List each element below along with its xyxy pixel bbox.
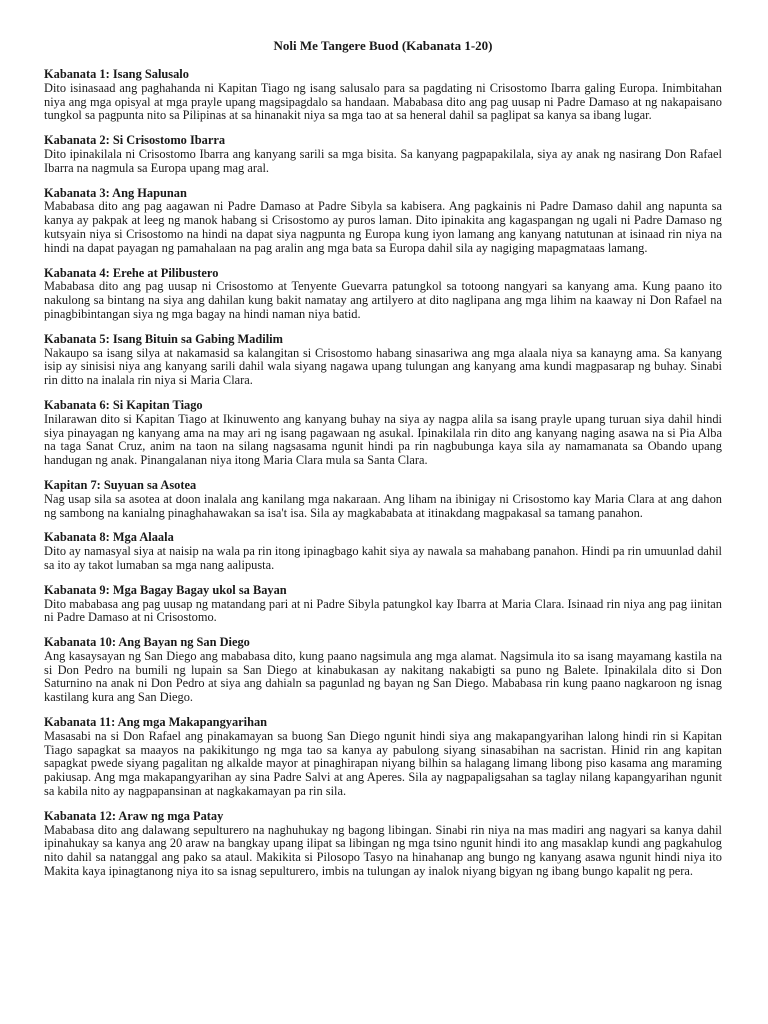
chapter-heading: Kabanata 3: Ang Hapunan	[44, 185, 187, 200]
chapter-summary: Nag usap sila sa asotea at doon inalala ang kanilang mga nakaraan. Ang liham na ibinigay ni Crisostomo kay Maria Clara at ang dahon ng sambong na kanialng pinaghahawakan sa isa't isa. Sila ay magkababata at itinakdang magpakasal sa tamang panahon.	[44, 491, 722, 520]
chapter-section	[44, 716, 722, 799]
chapter-section	[44, 636, 722, 705]
chapter-heading: Kabanata 9: Mga Bagay Bagay ukol sa Bayan	[44, 582, 287, 597]
chapter-heading: Kabanata 10: Ang Bayan ng San Diego	[44, 635, 250, 650]
chapter-summary: Masasabi na si Don Rafael ang pinakamayan sa buong San Diego ngunit hindi siya ang makapangyarihan lalong hindi rin si Kapitan Tiago sapagkat sa maayos na pakikitungo ng mga tao sa kanya ay pabulong siyang sinasabihan na sacristan. Hinid rin ang kapitan sapagkat pwede siyang pagalitan ng alkalde mayor at pinaghirapan niyang bilhin sa halagang limang libong piso kasama ang maraming pakiusap. Ang mga makapangyarihan ay sina Padre Salvi at ang Aperes. Sila ay nagpapaligsahan sa taglay nilang kapangyarihan ngunit sa kabila nito ay nagpapansinan at nagkakamayan pa rin sila.	[44, 728, 722, 799]
chapter-summary: Ang kasaysayan ng San Diego ang mababasa dito, kung paano nagsimula ang mga alamat. Nagsimula ito sa isang mayamang kastila na si Don Pedro na bumili ng lupain sa San Diego at kinabukasan ay nakitang nakabigti sa puno ng Balete. Ipinakilala dito si Don Saturnino na anak ni Don Pedro at siya ang dahialn sa pagunlad ng bayan ng San Diego. Mababasa rin kung paano nagkaroon ng isnag kastilang kura ang San Diego.	[44, 648, 722, 705]
chapter-section	[44, 531, 722, 572]
chapter-section	[44, 68, 722, 123]
chapter-section	[44, 187, 722, 256]
chapter-heading: Kabanata 4: Erehe at Pilibustero	[44, 265, 219, 280]
chapter-summary: Inilarawan dito si Kapitan Tiago at Ikinuwento ang kanyang buhay na siya ay nagpa alila sa isang prayle upang turuan siya dahil hindi siya pinayagan ng kanyang ama na may ari ng isang pagawaan ng asukal. Ipinakilala rin dito ang kanyang naging asawa na si Pia Alba na taga Sanat Cruz, anim na taon na silang nagsasama ngunit hindi pa rin nagbubunga kaya sila ay namamanata sa Obando upang handugan ng anak. Pinangalanan niya itong Maria Clara mula sa Santa Clara.	[44, 411, 722, 468]
chapter-heading: Kabanata 11: Ang mga Makapangyarihan	[44, 715, 268, 730]
chapter-summary: Mababasa dito ang pag aagawan ni Padre Damaso at Padre Sibyla sa kabisera. Ang pagkainis ni Padre Damaso dahil ang napunta sa kanya ay pakpak at leeg ng manok habang si Crisostomo ay puros laman. Dito ipinakita ang kagaspangan ng ugali ni Padre Damaso ng kutsyain niya si Crisostomo na hindi na dapat siya nagpunta ng Europa kung iyon lamang ang kanyang natutunan at isinaad rin niya na hindi na dapat payagan ng pamahalaan na pag aralin ang mga bata sa Europa dahil sila ay nagiging mapagmataas lamang.	[44, 199, 722, 255]
document-page	[44, 38, 722, 890]
chapter-summary: Nakaupo sa isang silya at nakamasid sa kalangitan si Crisostomo habang sinasariwa ang mga alaala niya sa kanayng ama. Sa kanyang isip ay sinisisi niya ang kanyang sarili dahil wala siyang nagawa upang tulungan ang kanyang ama kundi magpasarap ng buhay. Sinabi rin ditto na inalala rin niya si Maria Clara.	[44, 345, 722, 388]
chapter-summary: Mababasa dito ang pag uusap ni Crisostomo at Tenyente Guevarra patungkol sa totoong nangyari sa kanyang ama. Kung paano ito nakulong sa bintang na siya ang dahilan kung bakit namatay ang artilyero at dito naglipana ang mga lihim na kaaway ni Don Rafael na pinagbibintangan siya ng mga bagay na hindi naman niya batid.	[44, 279, 722, 321]
chapter-section	[44, 134, 722, 175]
chapter-section	[44, 479, 722, 520]
chapter-heading: Kabanata 5: Isang Bituin sa Gabing Madilim	[44, 331, 283, 346]
chapter-section	[44, 810, 722, 879]
chapter-summary: Dito ay namasyal siya at naisip na wala pa rin itong ipinagbago kahit siya ay nawala sa mahabang panahon. Hindi pa rin umuunlad dahil sa ito ay takot lumaban sa mga nang aalipusta.	[44, 544, 722, 572]
chapter-heading: Kabanata 1: Isang Salusalo	[44, 67, 189, 81]
chapter-heading: Kabanata 2: Si Crisostomo Ibarra	[44, 133, 226, 148]
chapter-section	[44, 333, 722, 388]
chapter-heading: Kabanata 12: Araw ng mga Patay	[44, 808, 224, 823]
chapter-heading: Kabanata 6: Si Kapitan Tiago	[44, 397, 203, 412]
chapter-summary: Mababasa dito ang dalawang sepulturero na naghuhukay ng bagong libingan. Sinabi rin niya na mas madiri ang nagyari sa kanya dahil ipinahukay sa kanya ang 20 araw na bangkay upang ilipat sa libingan ng mga tsino ngunit hindi ito ang masaklap kundi ang pagkahulog nito dahil sa natanggal ang pako sa ataul. Makikita si Pilosopo Tasyo na hinahanap ang bungo ng kanyang asawa ngunit hindi niya ito Makita kaya ipinagtanong niya ito sa isnag sepulturero, imbis na tulungan ay inalok niyang bigyan ng ibang bungo kapalit ng pera.	[44, 822, 722, 879]
chapter-summary: Dito isinasaad ang paghahanda ni Kapitan Tiago ng isang salusalo para sa pagdating ni Crisostomo Ibarra galing Europa. Inimbitahan niya ang mga opisyal at mga prayle upang magsipagdalo sa handaan. Mababasa dito ang pag uusap ni Padre Damaso at ng nakapaisano tungkol sa pagpunta nito sa Pilipinas at sa hinanakit niya sa mga tao at sa heneral dahil sa paglipat sa kanya sa ibang lugar.	[44, 80, 722, 123]
chapter-heading: Kabanata 8: Mga Alaala	[44, 530, 174, 545]
chapter-section	[44, 399, 722, 468]
chapter-section	[44, 267, 722, 322]
chapter-section	[44, 584, 722, 625]
chapter-summary: Dito ipinakilala ni Crisostomo Ibarra ang kanyang sarili sa mga bisita. Sa kanyang pagpapakilala, siya ay anak ng nasirang Don Rafael Ibarra na nagmula sa Europa upang mag aral.	[44, 146, 722, 175]
chapter-summary: Dito mababasa ang pag uusap ng matandang pari at ni Padre Sibyla patungkol kay Ibarra at Maria Clara. Isinaad rin niya ang pag iinitan ni Padre Damaso at ni Crisostomo.	[44, 596, 722, 625]
document-title: Noli Me Tangere Buod (Kabanata 1-20)	[273, 38, 493, 53]
chapter-heading: Kapitan 7: Suyuan sa Asotea	[44, 477, 197, 492]
